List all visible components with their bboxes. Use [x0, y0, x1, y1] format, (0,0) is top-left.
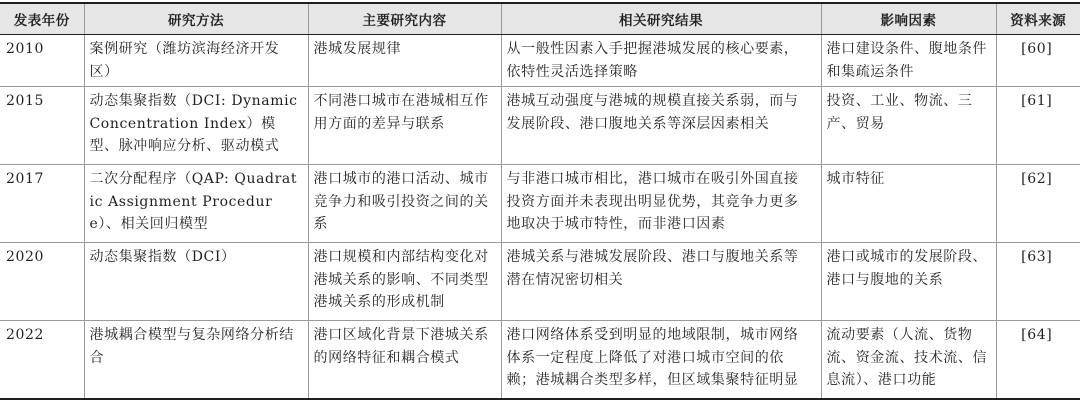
- cell-year: 2022: [0, 321, 84, 399]
- cell-content: 港口区域化背景下港城关系的网络特征和耦合模式: [308, 321, 501, 399]
- research-summary-table: [0, 2, 1080, 400]
- table-row: [0, 321, 1080, 399]
- header-content: 主要研究内容: [308, 3, 501, 35]
- cell-content: 港口城市的港口活动、城市竞争力和吸引投资之间的关系: [308, 165, 501, 243]
- cell-source: [63]: [996, 243, 1080, 321]
- cell-year: 2015: [0, 87, 84, 165]
- cell-year: 2017: [0, 165, 84, 243]
- cell-method: 动态集聚指数（DCI: Dynamic Concentration Index）模型、脉冲响应分析、驱动模式: [84, 87, 308, 165]
- cell-source: [64]: [996, 321, 1080, 399]
- cell-factors: 投资、工业、物流、三产、贸易: [821, 87, 996, 165]
- cell-factors: 城市特征: [821, 165, 996, 243]
- cell-method: 二次分配程序（QAP: Quadratic Assignment Procedure）、相关回归模型: [84, 165, 308, 243]
- cell-method: 动态集聚指数（DCI）: [84, 243, 308, 321]
- cell-factors: 港口建设条件、腹地条件和集疏运条件: [821, 35, 996, 87]
- cell-result: 港城互动强度与港城的规模直接关系弱，而与发展阶段、港口腹地关系等深层因素相关: [501, 87, 821, 165]
- header-method: 研究方法: [84, 3, 308, 35]
- header-factors: 影响因素: [821, 3, 996, 35]
- table-body: [0, 35, 1080, 399]
- cell-year: 2010: [0, 35, 84, 87]
- table-row: [0, 165, 1080, 243]
- header-result: 相关研究结果: [501, 3, 821, 35]
- cell-result: 港城关系与港城发展阶段、港口与腹地关系等潜在情况密切相关: [501, 243, 821, 321]
- cell-source: [62]: [996, 165, 1080, 243]
- cell-content: 港口规模和内部结构变化对港城关系的影响、不同类型港城关系的形成机制: [308, 243, 501, 321]
- header-row: [0, 3, 1080, 35]
- cell-result: 与非港口城市相比，港口城市在吸引外国直接投资方面并未表现出明显优势，其竞争力更多地取决于城市特性，而非港口因素: [501, 165, 821, 243]
- cell-source: [61]: [996, 87, 1080, 165]
- header-year: 发表年份: [0, 3, 84, 35]
- table-header: [0, 3, 1080, 35]
- cell-factors: 港口或城市的发展阶段、港口与腹地的关系: [821, 243, 996, 321]
- cell-source: [60]: [996, 35, 1080, 87]
- table-row: [0, 243, 1080, 321]
- cell-year: 2020: [0, 243, 84, 321]
- cell-content: 不同港口城市在港城相互作用方面的差异与联系: [308, 87, 501, 165]
- research-table-container: [0, 2, 1080, 400]
- cell-method: 案例研究（潍坊滨海经济开发区）: [84, 35, 308, 87]
- cell-result: 港口网络体系受到明显的地域限制，城市网络体系一定程度上降低了对港口城市空间的依赖；港城耦合类型多样，但区域集聚特征明显: [501, 321, 821, 399]
- cell-content: 港城发展规律: [308, 35, 501, 87]
- table-row: [0, 87, 1080, 165]
- header-source: 资料来源: [996, 3, 1080, 35]
- cell-result: 从一般性因素入手把握港城发展的核心要素，依特性灵活选择策略: [501, 35, 821, 87]
- cell-method: 港城耦合模型与复杂网络分析结合: [84, 321, 308, 399]
- table-row: [0, 35, 1080, 87]
- cell-factors: 流动要素（人流、货物流、资金流、技术流、信息流）、港口功能: [821, 321, 996, 399]
